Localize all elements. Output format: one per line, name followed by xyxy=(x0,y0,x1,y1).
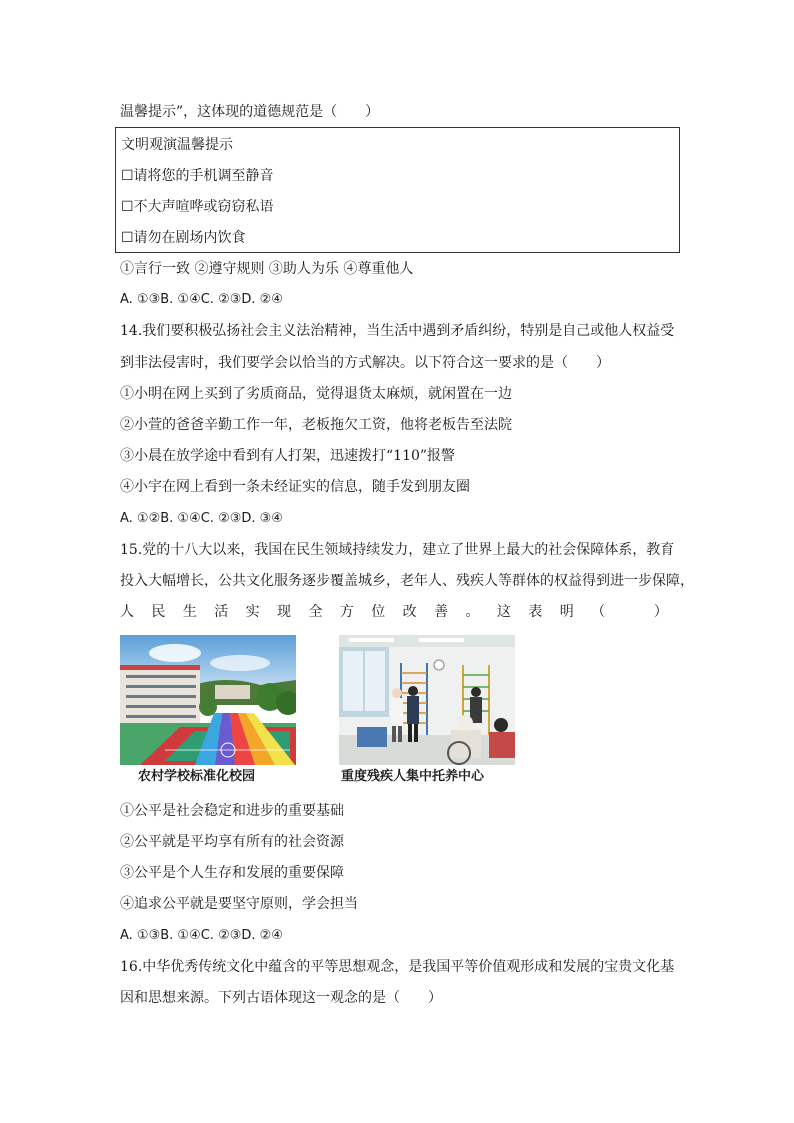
q14-statement: ①小明在网上买到了劣质商品，觉得退货太麻烦，就闲置在一边 xyxy=(120,386,512,402)
notice-title: 文明观演温馨提示 xyxy=(121,137,233,153)
q15-stem-line3-char: ） xyxy=(653,604,668,620)
q14-options: A. ①②B. ①④C. ②③D. ③④ xyxy=(120,511,283,526)
q15-stem-line1: 15.党的十八大以来，我国在民生领域持续发力，建立了世界上最大的社会保障体系，教育 xyxy=(120,542,675,558)
q13-stem-tail: 温馨提示”，这体现的道德规范是（ ） xyxy=(120,104,380,120)
q15-stem-line3-char: 善 xyxy=(434,604,449,620)
q15-stem-line3-char: 位 xyxy=(371,604,386,620)
q15-stem-line3-char: 活 xyxy=(214,604,229,620)
q15-stem-line3 xyxy=(120,603,668,623)
q15-stem-line3-char: 。 xyxy=(465,604,480,620)
q15-stem-line3-char: 人 xyxy=(120,604,134,620)
q13-statements: ①言行一致 ②遵守规则 ③助人为乐 ④尊重他人 xyxy=(120,261,414,277)
photo2-caption: 重度残疾人集中托养中心 xyxy=(341,769,485,784)
notice-item: ☐不大声喧哗或窃窃私语 xyxy=(121,199,274,215)
q15-stem-line3-char xyxy=(623,603,637,623)
q15-stem-line3-char: 明 xyxy=(559,604,574,620)
q13-options: A. ①③B. ①④C. ②③D. ②④ xyxy=(120,292,283,307)
care-center-illustration xyxy=(339,635,515,765)
q14-statement: ②小萱的爸爸辛勤工作一年，老板拖欠工资，他将老板告至法院 xyxy=(120,417,512,433)
q15-stem-line3-char: 表 xyxy=(528,604,543,620)
q14-statement: ④小宇在网上看到一条未经证实的信息，随手发到朋友圈 xyxy=(120,479,470,495)
rural-school-illustration xyxy=(120,635,296,765)
q15-statement: ④追求公平就是要坚守原则，学会担当 xyxy=(120,896,358,912)
notice-item: ☐请将您的手机调至静音 xyxy=(121,168,274,184)
notice-box xyxy=(115,127,680,253)
q16-stem-line1: 16.中华优秀传统文化中蕴含的平等思想观念，是我国平等价值观形成和发展的宝贵文化基 xyxy=(120,959,675,975)
q14-stem-line1: 14.我们要积极弘扬社会主义法治精神，当生活中遇到矛盾纠纷，特别是自己或他人权益受 xyxy=(120,323,675,339)
photo1-caption: 农村学校标准化校园 xyxy=(138,769,256,784)
q15-statement: ②公平就是平均享有所有的社会资源 xyxy=(120,834,344,850)
care-center-photo xyxy=(339,635,515,765)
q14-stem-line2: 到非法侵害时，我们要学会以恰当的方式解决。以下符合这一要求的是（ ） xyxy=(120,355,610,371)
q15-options: A. ①③B. ①④C. ②③D. ②④ xyxy=(120,928,283,943)
q15-stem-line3-char: 这 xyxy=(496,604,511,620)
rural-school-photo xyxy=(120,635,296,765)
q16-stem-line2: 因和思想来源。下列古语体现这一观念的是（ ） xyxy=(120,990,442,1006)
notice-item: ☐请勿在剧场内饮食 xyxy=(121,230,246,246)
q15-stem-line3-char: 民 xyxy=(151,604,166,620)
q15-statement: ③公平是个人生存和发展的重要保障 xyxy=(120,865,344,881)
q15-stem-line3-char: 生 xyxy=(182,604,197,620)
q15-stem-line3-char: 方 xyxy=(339,604,354,620)
q15-stem-line3-char: 实 xyxy=(245,604,260,620)
q15-stem-line3-char: 改 xyxy=(402,604,417,620)
q15-stem-line3-char: 全 xyxy=(308,604,323,620)
q15-stem-line2: 投入大幅增长，公共文化服务逐步覆盖城乡，老年人、残疾人等群体的权益得到进一步保障， xyxy=(120,573,694,589)
q14-statement: ③小晨在放学途中看到有人打架，迅速拨打“110”报警 xyxy=(120,448,456,464)
q15-stem-line3-char: 现 xyxy=(277,604,292,620)
q15-statement: ①公平是社会稳定和进步的重要基础 xyxy=(120,803,344,819)
q15-stem-line3-char: （ xyxy=(591,604,606,620)
